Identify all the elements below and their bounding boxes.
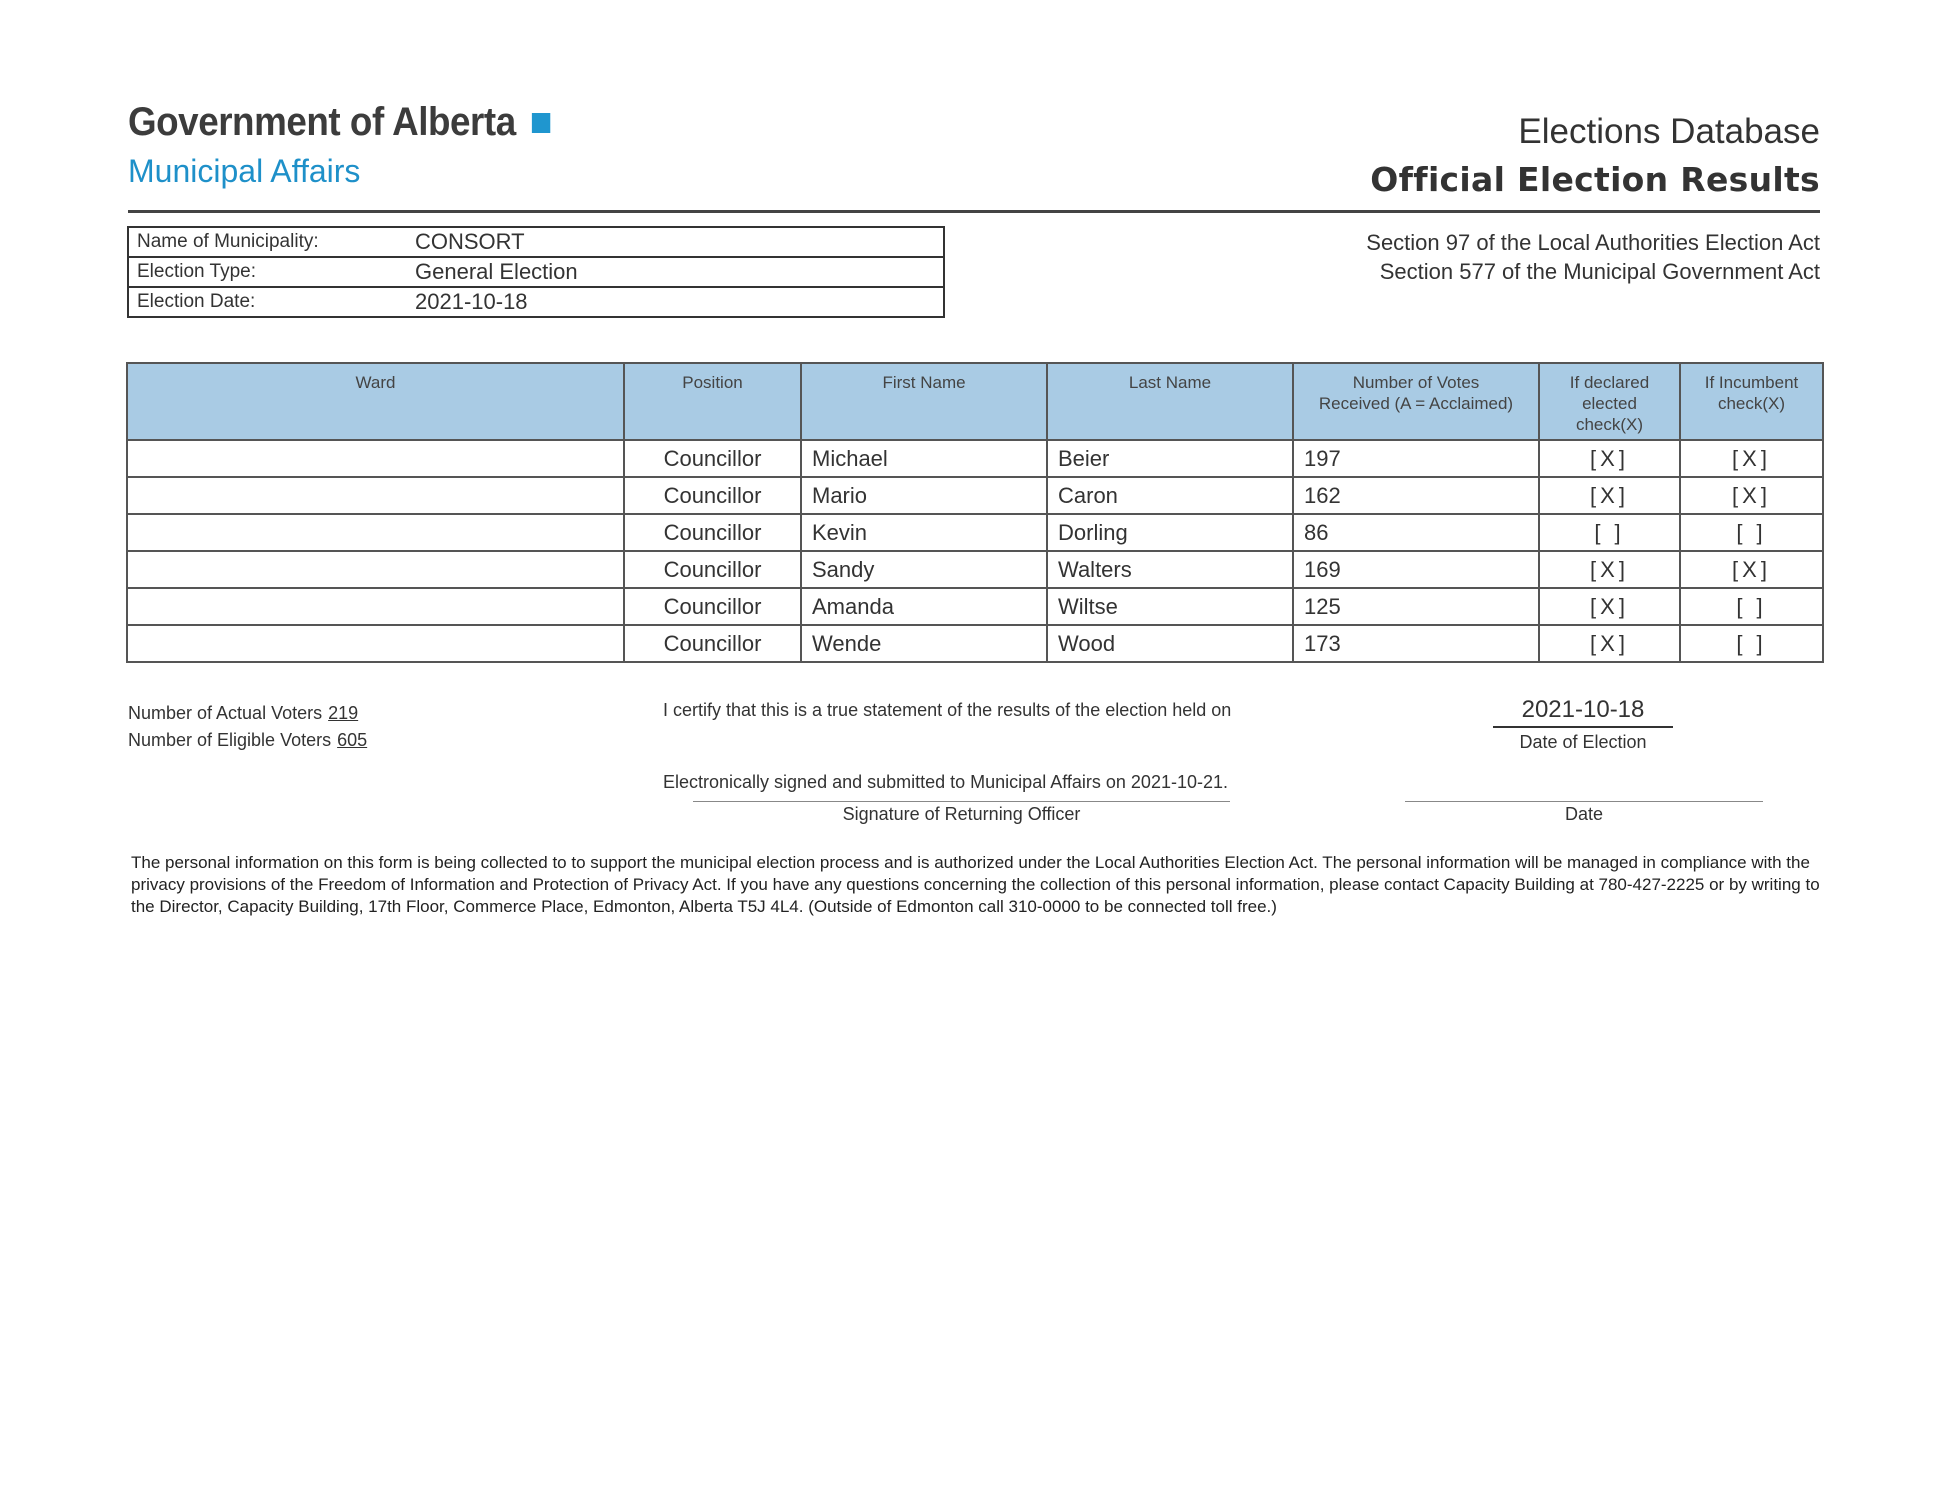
cell-incumbent: [ ] <box>1680 588 1823 625</box>
cell-last-name: Walters <box>1047 551 1293 588</box>
cell-last-name: Dorling <box>1047 514 1293 551</box>
cell-elected: [X] <box>1539 588 1680 625</box>
act-reference-1: Section 97 of the Local Authorities Election Act <box>1366 230 1820 255</box>
cell-elected: [ ] <box>1539 514 1680 551</box>
results-table <box>126 362 1824 663</box>
act-reference-2: Section 577 of the Municipal Government Act <box>1379 259 1820 284</box>
cell-position: Councillor <box>624 477 801 514</box>
legislation-references <box>1366 228 1820 286</box>
cell-position: Councillor <box>624 625 801 662</box>
table-row <box>127 477 1823 514</box>
cell-first-name: Wende <box>801 625 1047 662</box>
database-title: Elections Database <box>1518 112 1820 151</box>
municipality-label: Name of Municipality: <box>137 231 319 252</box>
header-elected-line1: If declared <box>1569 373 1650 392</box>
municipality-row <box>129 228 943 256</box>
cell-ward <box>127 551 624 588</box>
cell-last-name: Wiltse <box>1047 588 1293 625</box>
cell-votes: 125 <box>1293 588 1539 625</box>
cell-elected: [X] <box>1539 551 1680 588</box>
eligible-voters-line <box>128 727 367 754</box>
election-date-row <box>129 286 943 316</box>
cell-ward <box>127 625 624 662</box>
cell-incumbent: [X] <box>1680 551 1823 588</box>
cell-last-name: Beier <box>1047 440 1293 477</box>
cell-votes: 86 <box>1293 514 1539 551</box>
municipality-value: CONSORT <box>415 229 525 254</box>
cell-votes: 162 <box>1293 477 1539 514</box>
department-name: Municipal Affairs <box>128 153 361 189</box>
cell-last-name: Caron <box>1047 477 1293 514</box>
election-date-value: 2021-10-18 <box>415 289 528 314</box>
actual-voters-label: Number of Actual Voters <box>128 703 323 723</box>
signature-caption: Signature of Returning Officer <box>842 804 1081 824</box>
cell-first-name: Amanda <box>801 588 1047 625</box>
header-position: Position <box>624 363 801 440</box>
election-date-field: 2021-10-18 <box>1493 696 1673 728</box>
org-title <box>128 100 551 145</box>
cell-votes: 169 <box>1293 551 1539 588</box>
actual-voters-line <box>128 700 367 727</box>
table-row <box>127 551 1823 588</box>
cell-position: Councillor <box>624 551 801 588</box>
header-ward: Ward <box>127 363 624 440</box>
cell-ward <box>127 440 624 477</box>
eligible-voters-label: Number of Eligible Voters <box>128 730 332 750</box>
header-votes-line2: Received (A = Acclaimed) <box>1318 394 1514 413</box>
cell-first-name: Kevin <box>801 514 1047 551</box>
cell-position: Councillor <box>624 588 801 625</box>
cell-elected: [X] <box>1539 440 1680 477</box>
cell-incumbent: [X] <box>1680 477 1823 514</box>
election-type-value: General Election <box>415 259 578 284</box>
table-row <box>127 588 1823 625</box>
header-elected-line2: elected <box>1582 394 1637 413</box>
municipality-info-box <box>127 226 945 318</box>
header-votes <box>1293 363 1539 440</box>
privacy-notice: The personal information on this form is being collected to to support the municipal election process and is authorized under the Local Authorities Election Act. The personal information will be managed in compliance with the privacy provisions of the Freedom of Information and Protection of Privacy Act. If you have any questions concerning the collection of this personal information, please contact Capacity Building at 780-427-2225 or by writing to the Director, Capacity Building, 17th Floor, Commerce Place, Edmonton, Alberta T5J 4L4. (Outside of Edmonton call 310-0000 to be connected toll free.) <box>131 853 1820 916</box>
cell-incumbent: [ ] <box>1680 625 1823 662</box>
header-incumbent-line1: If Incumbent <box>1704 373 1799 392</box>
header-last-name: Last Name <box>1047 363 1293 440</box>
cell-ward <box>127 514 624 551</box>
header-incumbent-line2: check(X) <box>1717 394 1786 413</box>
signature-line <box>693 801 1230 802</box>
cell-first-name: Mario <box>801 477 1047 514</box>
actual-voters-value: 219 <box>328 703 359 723</box>
cell-ward <box>127 477 624 514</box>
date-line <box>1405 801 1763 802</box>
election-date-block <box>1493 696 1673 753</box>
table-row <box>127 440 1823 477</box>
table-row <box>127 625 1823 662</box>
header-elected <box>1539 363 1680 440</box>
election-type-row <box>129 256 943 286</box>
header-incumbent <box>1680 363 1823 440</box>
header-elected-line3: check(X) <box>1575 415 1644 434</box>
brand-square-icon <box>532 113 550 133</box>
header-first-name: First Name <box>801 363 1047 440</box>
table-row <box>127 514 1823 551</box>
cell-position: Councillor <box>624 440 801 477</box>
election-date-label: Election Date: <box>137 291 256 312</box>
election-date-caption: Date of Election <box>1519 732 1647 752</box>
results-title: Official Election Results <box>1370 160 1820 199</box>
cell-elected: [X] <box>1539 477 1680 514</box>
date-caption: Date <box>1564 804 1604 824</box>
header-divider <box>128 210 1820 213</box>
cell-last-name: Wood <box>1047 625 1293 662</box>
cell-incumbent: [X] <box>1680 440 1823 477</box>
cell-votes: 173 <box>1293 625 1539 662</box>
org-name: Government of Alberta <box>128 100 516 144</box>
header-votes-line1: Number of Votes <box>1352 373 1480 392</box>
cell-first-name: Michael <box>801 440 1047 477</box>
cell-elected: [X] <box>1539 625 1680 662</box>
election-type-label: Election Type: <box>137 261 257 282</box>
cell-position: Councillor <box>624 514 801 551</box>
cell-votes: 197 <box>1293 440 1539 477</box>
cell-ward <box>127 588 624 625</box>
certification-statement: I certify that this is a true statement of the results of the election held on <box>663 700 1232 720</box>
voter-counts <box>128 700 367 754</box>
brand-block <box>128 100 587 190</box>
cell-incumbent: [ ] <box>1680 514 1823 551</box>
database-heading <box>1370 112 1820 199</box>
cell-first-name: Sandy <box>801 551 1047 588</box>
table-header-row <box>127 363 1823 440</box>
eligible-voters-value: 605 <box>337 730 368 750</box>
signed-statement: Electronically signed and submitted to Municipal Affairs on 2021-10-21. <box>663 772 1228 792</box>
